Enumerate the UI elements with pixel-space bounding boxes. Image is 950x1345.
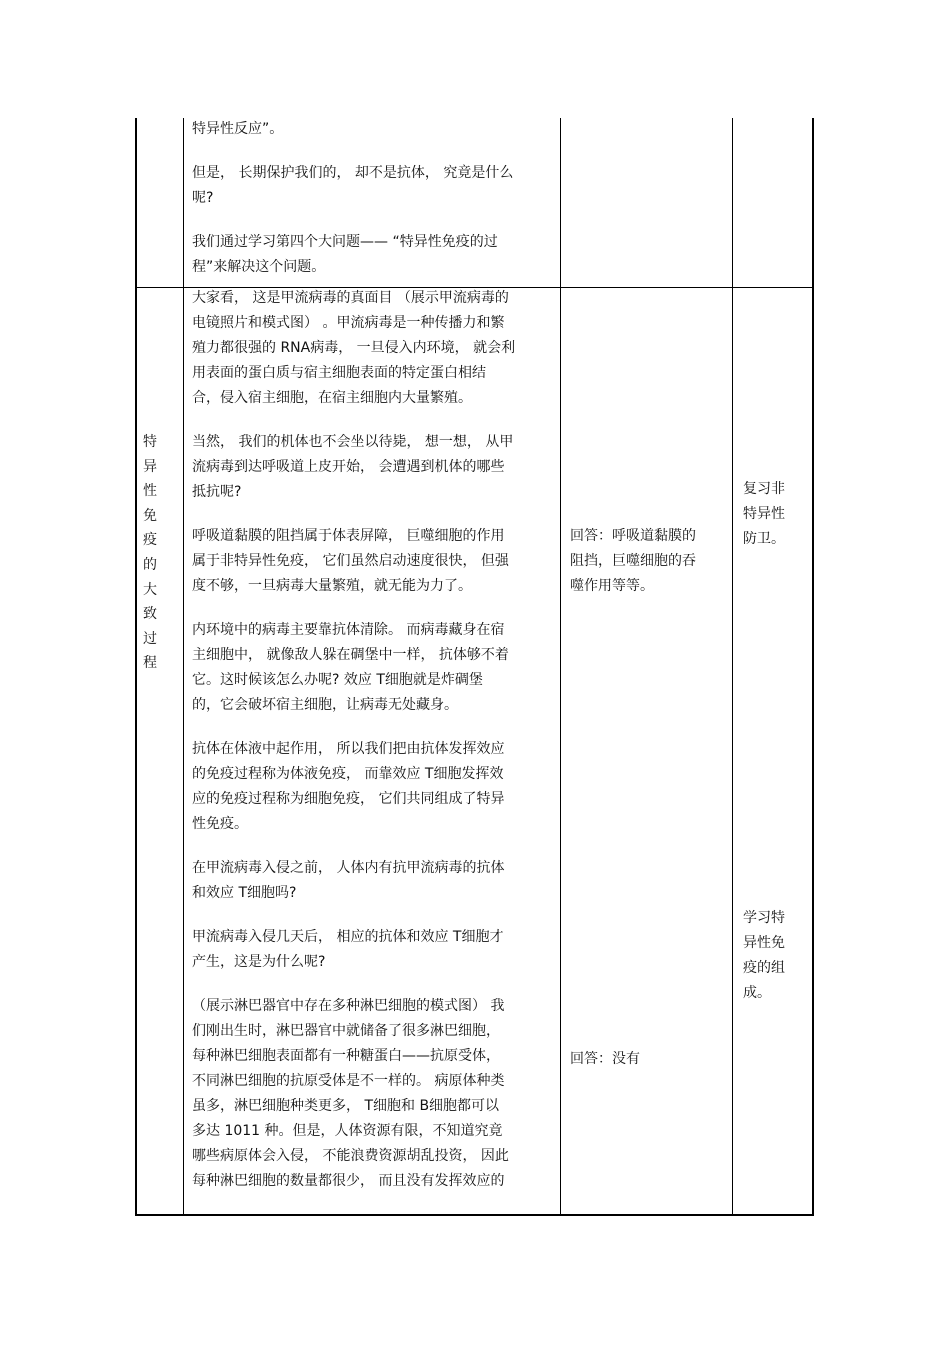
- text-line: 抗体在体液中起作用， 所以我们把由抗体发挥效应: [192, 741, 505, 757]
- design-intent-1: [743, 477, 785, 552]
- text-line: 殖力都很强的 RNA病毒， 一旦侵入内环境， 就会利: [192, 340, 516, 356]
- text-line: 度不够，一旦病毒大量繁殖，就无能为力了。: [192, 578, 472, 594]
- student-answer-1: [570, 524, 696, 599]
- text-line: 内环境中的病毒主要靠抗体清除。 而病毒藏身在宿: [192, 622, 505, 638]
- table-border-bottom: [135, 1214, 814, 1216]
- text-line: 过: [143, 630, 157, 647]
- paragraph: [192, 117, 513, 142]
- text-line: 的: [143, 556, 157, 573]
- row2-content: [192, 286, 515, 1194]
- paragraph: [192, 524, 515, 599]
- text-line: 虽多，淋巴细胞种类更多， T细胞和 B细胞都可以: [192, 1098, 500, 1114]
- text-line: 程”来解决这个问题。: [192, 259, 326, 275]
- text-line: 的免疫过程称为体液免疫， 而靠效应 T细胞发挥效: [192, 766, 504, 782]
- paragraph: [192, 618, 515, 718]
- text-line: 特: [143, 434, 157, 450]
- text-line: 免: [143, 507, 157, 524]
- text-line: 复习非: [743, 481, 785, 497]
- text-line: 大家看， 这是甲流病毒的真面目 （展示甲流病毒的: [192, 290, 509, 306]
- text-line: 产生，这是为什么呢?: [192, 954, 326, 970]
- text-line: 致: [143, 606, 157, 623]
- text-line: 主细胞中， 就像敌人躲在碉堡中一样， 抗体够不着: [192, 647, 509, 663]
- text-line: 疫: [143, 532, 157, 549]
- text-line: 的，它会破坏宿主细胞，让病毒无处藏身。: [192, 697, 458, 713]
- text-line: 多达 1011 种。但是，人体资源有限，不知道究竟: [192, 1123, 503, 1139]
- text-line: 哪些病原体会入侵， 不能浪费资源胡乱投资， 因此: [192, 1148, 509, 1164]
- text-line: 大: [143, 581, 157, 598]
- row1-content: [192, 117, 513, 280]
- text-line: 程: [143, 655, 157, 672]
- paragraph: [192, 286, 515, 411]
- text-line: 不同淋巴细胞的抗原受体是不一样的。 病原体种类: [192, 1073, 505, 1089]
- text-line: 阻挡，巨噬细胞的吞: [570, 553, 696, 569]
- table-border-col3: [732, 118, 733, 1216]
- text-line: 成。: [743, 985, 771, 1001]
- text-line: 每种淋巴细胞的数量都很少， 而且没有发挥效应的: [192, 1173, 505, 1189]
- design-intent-2: [743, 906, 785, 1006]
- text-line: 特异性: [743, 506, 785, 522]
- paragraph: [192, 230, 513, 280]
- text-line: 在甲流病毒入侵之前， 人体内有抗甲流病毒的抗体: [192, 860, 505, 876]
- text-line: 每种淋巴细胞表面都有一种糖蛋白——抗原受体，: [192, 1048, 500, 1064]
- text-line: 呼吸道黏膜的阻挡属于体表屏障， 巨噬细胞的作用: [192, 528, 505, 544]
- table-border-col1: [183, 118, 184, 1216]
- text-line: 疫的组: [743, 960, 785, 976]
- paragraph: [192, 994, 515, 1194]
- paragraph: [192, 430, 515, 505]
- table-border-left: [135, 118, 137, 1216]
- paragraph: [192, 856, 515, 906]
- text-line: 电镜照片和模式图） 。甲流病毒是一种传播力和繁: [192, 315, 505, 331]
- text-line: 属于非特异性免疫， 它们虽然启动速度很快， 但强: [192, 553, 509, 569]
- text-line: 们刚出生时，淋巴器官中就储备了很多淋巴细胞，: [192, 1023, 500, 1039]
- text-line: 抵抗呢?: [192, 484, 242, 500]
- text-line: 性免疫。: [192, 816, 248, 832]
- text-line: 用表面的蛋白质与宿主细胞表面的特定蛋白相结: [192, 365, 486, 381]
- paragraph: [192, 737, 515, 837]
- section-title-vertical: [140, 430, 160, 676]
- text-line: 但是， 长期保护我们的， 却不是抗体， 究竟是什么: [192, 165, 514, 181]
- text-line: 我们通过学习第四个大问题—— “特异性免疫的过: [192, 234, 498, 250]
- text-line: 呢?: [192, 190, 214, 206]
- text-line: （展示淋巴器官中存在多种淋巴细胞的模式图） 我: [192, 998, 505, 1014]
- table-border-col2: [560, 118, 561, 1216]
- text-line: 异性免: [743, 935, 785, 951]
- text-line: 和效应 T细胞吗?: [192, 885, 297, 901]
- text-line: 应的免疫过程称为细胞免疫， 它们共同组成了特异: [192, 791, 505, 807]
- text-line: 甲流病毒入侵几天后， 相应的抗体和效应 T细胞才: [192, 929, 504, 945]
- text-line: 噬作用等等。: [570, 578, 654, 594]
- table-border-right: [812, 118, 814, 1216]
- text-line: 学习特: [743, 910, 785, 926]
- paragraph: [192, 925, 515, 975]
- student-answer-2: [570, 1047, 640, 1072]
- text-line: 流病毒到达呼吸道上皮开始， 会遭遇到机体的哪些: [192, 459, 505, 475]
- text-line: 它。这时候该怎么办呢? 效应 T细胞就是炸碉堡: [192, 672, 483, 688]
- text-line: 合，侵入宿主细胞，在宿主细胞内大量繁殖。: [192, 390, 472, 406]
- text-line: 性: [143, 483, 157, 500]
- paragraph: [192, 161, 513, 211]
- text-line: 当然， 我们的机体也不会坐以待毙， 想一想， 从甲: [192, 434, 514, 450]
- text-line: 回答：没有: [570, 1051, 640, 1067]
- text-line: 防卫。: [743, 531, 785, 547]
- text-line: 回答：呼吸道黏膜的: [570, 528, 696, 544]
- text-line: 异: [143, 458, 157, 475]
- text-line: 特异性反应”。: [192, 121, 284, 137]
